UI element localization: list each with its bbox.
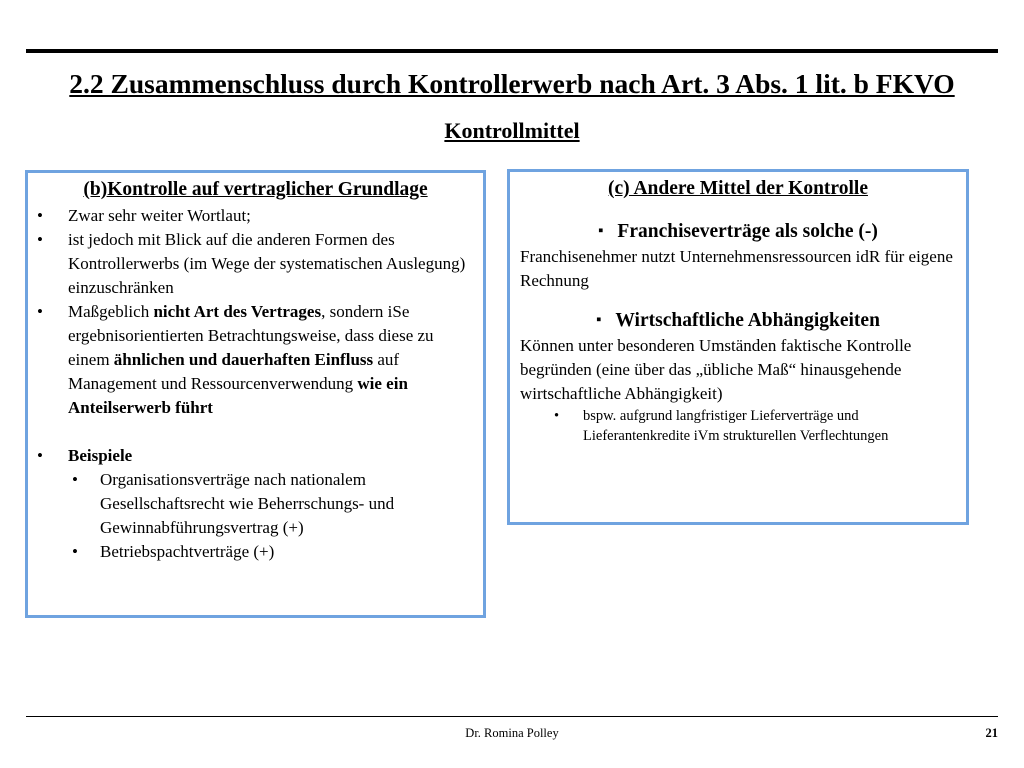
text-run: Maßgeblich bbox=[68, 302, 154, 321]
examples-list bbox=[68, 468, 477, 564]
contract-control-heading: (b)Kontrolle auf vertraglicher Grundlage bbox=[83, 179, 428, 200]
economic-dependency-heading bbox=[510, 309, 966, 334]
contract-control-list bbox=[28, 204, 483, 564]
bold-text-run: nicht Art des Vertrages bbox=[153, 302, 322, 321]
franchise-text: Franchisenehmer nutzt Unternehmensressourcen idR für eigene Rechnung bbox=[520, 247, 953, 290]
page-number: 21 bbox=[985, 726, 998, 740]
example-item: • Organisationsverträge nach nationalem Gesellschaftsrecht wie Beherrschungs- und Gewinnabführungsvertrag (+) bbox=[68, 468, 477, 540]
list-item: • Zwar sehr weiter Wortlaut; bbox=[28, 204, 483, 228]
list-item bbox=[28, 300, 483, 420]
economic-dependency-sublist bbox=[510, 406, 966, 446]
list-item: • ist jedoch mit Blick auf die anderen Formen des Kontrollerwerbs (im Wege der systematischen Auslegung) einzuschränken bbox=[28, 228, 483, 300]
list-item: • bspw. aufgrund langfristiger Lieferverträge und Lieferantenkredite iVm strukturellen Verflechtungen bbox=[510, 406, 966, 446]
franchise-heading-text: Franchiseverträge als solche (-) bbox=[617, 221, 878, 242]
other-control-heading: (c) Andere Mittel der Kontrolle bbox=[608, 178, 868, 199]
square-bullet-icon: ▪ bbox=[596, 312, 602, 328]
slide-subtitle: Kontrollmittel bbox=[444, 118, 580, 143]
footer-author: Dr. Romina Polley bbox=[465, 726, 559, 740]
franchise-heading bbox=[510, 220, 966, 245]
examples-label: Beispiele bbox=[68, 446, 133, 465]
bold-text-run: wie ein Anteilserwerb führt bbox=[68, 374, 408, 417]
slide-title: 2.2 Zusammenschluss durch Kontrollerwerb nach Art. 3 Abs. 1 lit. b FKVO bbox=[69, 68, 955, 99]
text-run: , sondern iSe ergebnisorientierten Betrachtungsweise, dass diese zu einem bbox=[68, 302, 434, 369]
economic-dependency-heading-text: Wirtschaftliche Abhängigkeiten bbox=[615, 310, 880, 331]
contract-control-box bbox=[25, 170, 486, 618]
economic-dependency-text: Können unter besonderen Umständen faktische Kontrolle begründen (eine über das „übliche Maß“ hinausgehende wirtschaftliche Abhängigkeit) bbox=[520, 336, 912, 403]
text-run: auf Management und Ressourcenverwendung bbox=[68, 350, 400, 393]
top-rule bbox=[26, 49, 998, 53]
bold-text-run: ähnlichen und dauerhaften Einfluss bbox=[113, 350, 374, 369]
square-bullet-icon: ▪ bbox=[598, 223, 604, 239]
example-item: • Betriebspachtverträge (+) bbox=[68, 540, 477, 564]
other-control-box bbox=[507, 169, 969, 525]
footer-rule bbox=[26, 716, 998, 717]
list-item bbox=[28, 444, 483, 564]
